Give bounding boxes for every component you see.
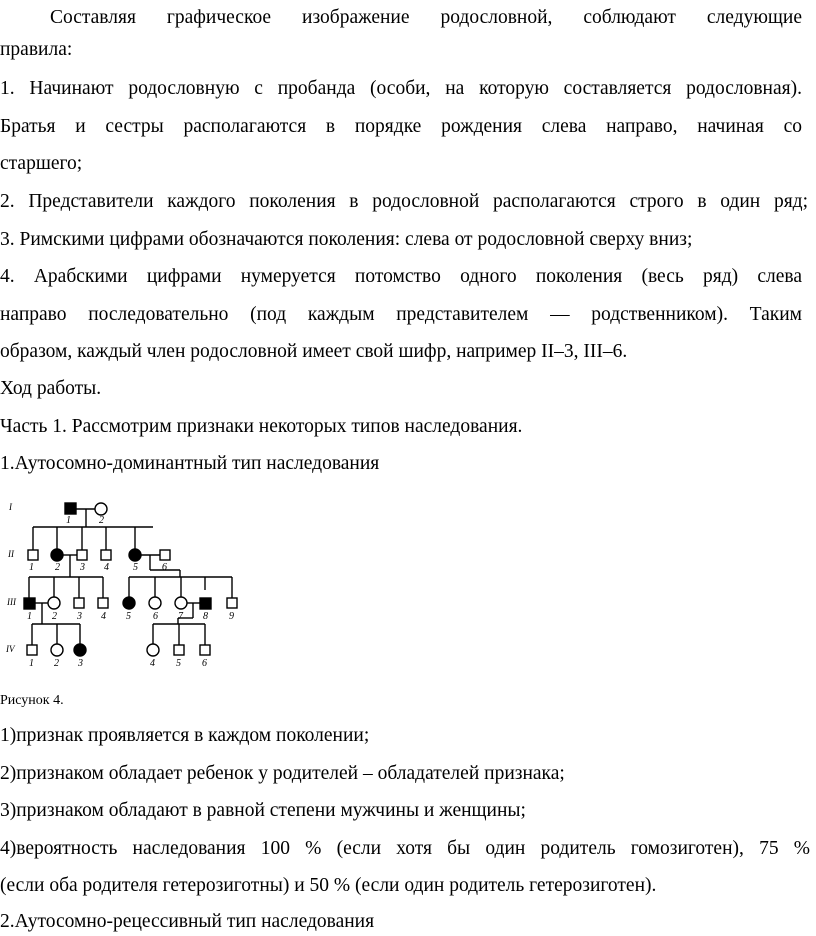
rule-1-cont: Братья и сестры располагаются в порядке рождения слева направо, начиная со bbox=[0, 116, 802, 137]
section-2-title: 2.Аутосомно-рецессивный тип наследования bbox=[0, 911, 375, 932]
pedigree-figure bbox=[0, 490, 260, 675]
number-III-1: 1 bbox=[27, 611, 32, 622]
female-III-2 bbox=[48, 597, 60, 609]
work-heading: Ход работы. bbox=[0, 378, 102, 399]
number-III-5: 5 bbox=[126, 611, 131, 622]
rule-4-cont: направо последовательно (под каждым представителем — родственником). Таким bbox=[0, 304, 802, 325]
number-III-7: 7 bbox=[178, 611, 183, 622]
number-I-2: 2 bbox=[99, 515, 104, 526]
male-III-4 bbox=[98, 598, 108, 608]
rule-2-line: 2. Представители каждого поколения в родословной располагаются строго в один ряд; bbox=[0, 191, 808, 212]
male-II-3 bbox=[77, 550, 87, 560]
male-II-6 bbox=[160, 550, 170, 560]
number-III-2: 2 bbox=[52, 611, 57, 622]
feature-4: 4)вероятность наследования 100 % (если хотя бы один родитель гомозиготен), 75 % bbox=[0, 838, 810, 859]
generation-label-IV: IV bbox=[6, 644, 15, 654]
number-III-3: 3 bbox=[77, 611, 82, 622]
text-line: старшего; bbox=[0, 153, 83, 174]
number-IV-2: 2 bbox=[54, 658, 59, 669]
intro-line bbox=[0, 6, 816, 30]
section-1-title: 1.Аутосомно-доминантный тип наследования bbox=[0, 453, 380, 474]
feature-2: 2)признаком обладает ребенок у родителей – обладателей признака; bbox=[0, 763, 565, 784]
number-II-3: 3 bbox=[80, 562, 85, 573]
number-II-6: 6 bbox=[162, 562, 167, 573]
male-III-3 bbox=[74, 598, 84, 608]
feature-1: 1)признак проявляется в каждом поколении; bbox=[0, 725, 370, 746]
feature-3: 3)признаком обладают в равной степени мужчины и женщины; bbox=[0, 800, 526, 821]
number-II-1: 1 bbox=[29, 562, 34, 573]
female-affected-IV-3 bbox=[74, 644, 86, 656]
number-IV-4: 4 bbox=[150, 658, 155, 669]
number-II-4: 4 bbox=[104, 562, 109, 573]
number-III-6: 6 bbox=[153, 611, 158, 622]
female-III-7 bbox=[175, 597, 187, 609]
male-III-9 bbox=[227, 598, 237, 608]
male-II-4 bbox=[101, 550, 111, 560]
number-IV-5: 5 bbox=[176, 658, 181, 669]
pedigree-lines bbox=[29, 509, 232, 645]
generation-label-III: III bbox=[7, 597, 16, 607]
part-1-heading: Часть 1. Рассмотрим признаки некоторых типов наследования. bbox=[0, 416, 523, 437]
male-affected-III-8 bbox=[200, 598, 211, 609]
number-III-4: 4 bbox=[101, 611, 106, 622]
female-I-2 bbox=[95, 503, 107, 515]
female-III-6 bbox=[149, 597, 161, 609]
male-IV-1 bbox=[27, 645, 37, 655]
male-IV-5 bbox=[174, 645, 184, 655]
number-I-1: 1 bbox=[66, 515, 71, 526]
rule-4-example: образом, каждый член родословной имеет свой шифр, например II–3, III–6. bbox=[0, 341, 628, 362]
number-II-5: 5 bbox=[133, 562, 138, 573]
female-affected-II-2 bbox=[51, 549, 63, 561]
female-IV-4 bbox=[147, 644, 159, 656]
rule-1-line: 1. Начинают родословную с пробанда (особи, на которую составляется родословная). bbox=[0, 78, 802, 99]
number-II-2: 2 bbox=[55, 562, 60, 573]
male-affected-III-1 bbox=[24, 598, 35, 609]
female-affected-II-5 bbox=[129, 549, 141, 561]
number-IV-6: 6 bbox=[202, 658, 207, 669]
female-IV-2 bbox=[51, 644, 63, 656]
female-affected-III-5 bbox=[123, 597, 135, 609]
generation-label-I: I bbox=[9, 502, 12, 512]
text-line: правила: bbox=[0, 39, 73, 60]
number-IV-3: 3 bbox=[78, 658, 83, 669]
generation-label-II: II bbox=[8, 549, 14, 559]
male-affected-I-1 bbox=[65, 503, 76, 514]
intro-text: Составляя графическое изображение родословной, соблюдают следующие bbox=[50, 7, 802, 28]
number-III-8: 8 bbox=[203, 611, 208, 622]
rule-4-line: 4. Арабскими цифрами нумеруется потомство одного поколения (весь ряд) слева bbox=[0, 266, 802, 287]
male-IV-6 bbox=[200, 645, 210, 655]
feature-4-cont: (если оба родителя гетерозиготны) и 50 % (если один родитель гетерозиготен). bbox=[0, 875, 657, 896]
number-III-9: 9 bbox=[229, 611, 234, 622]
number-IV-1: 1 bbox=[29, 658, 34, 669]
figure-caption: Рисунок 4. bbox=[0, 693, 64, 708]
rule-3-line: 3. Римскими цифрами обозначаются поколения: слева от родословной сверху вниз; bbox=[0, 229, 693, 250]
male-II-1 bbox=[28, 550, 38, 560]
